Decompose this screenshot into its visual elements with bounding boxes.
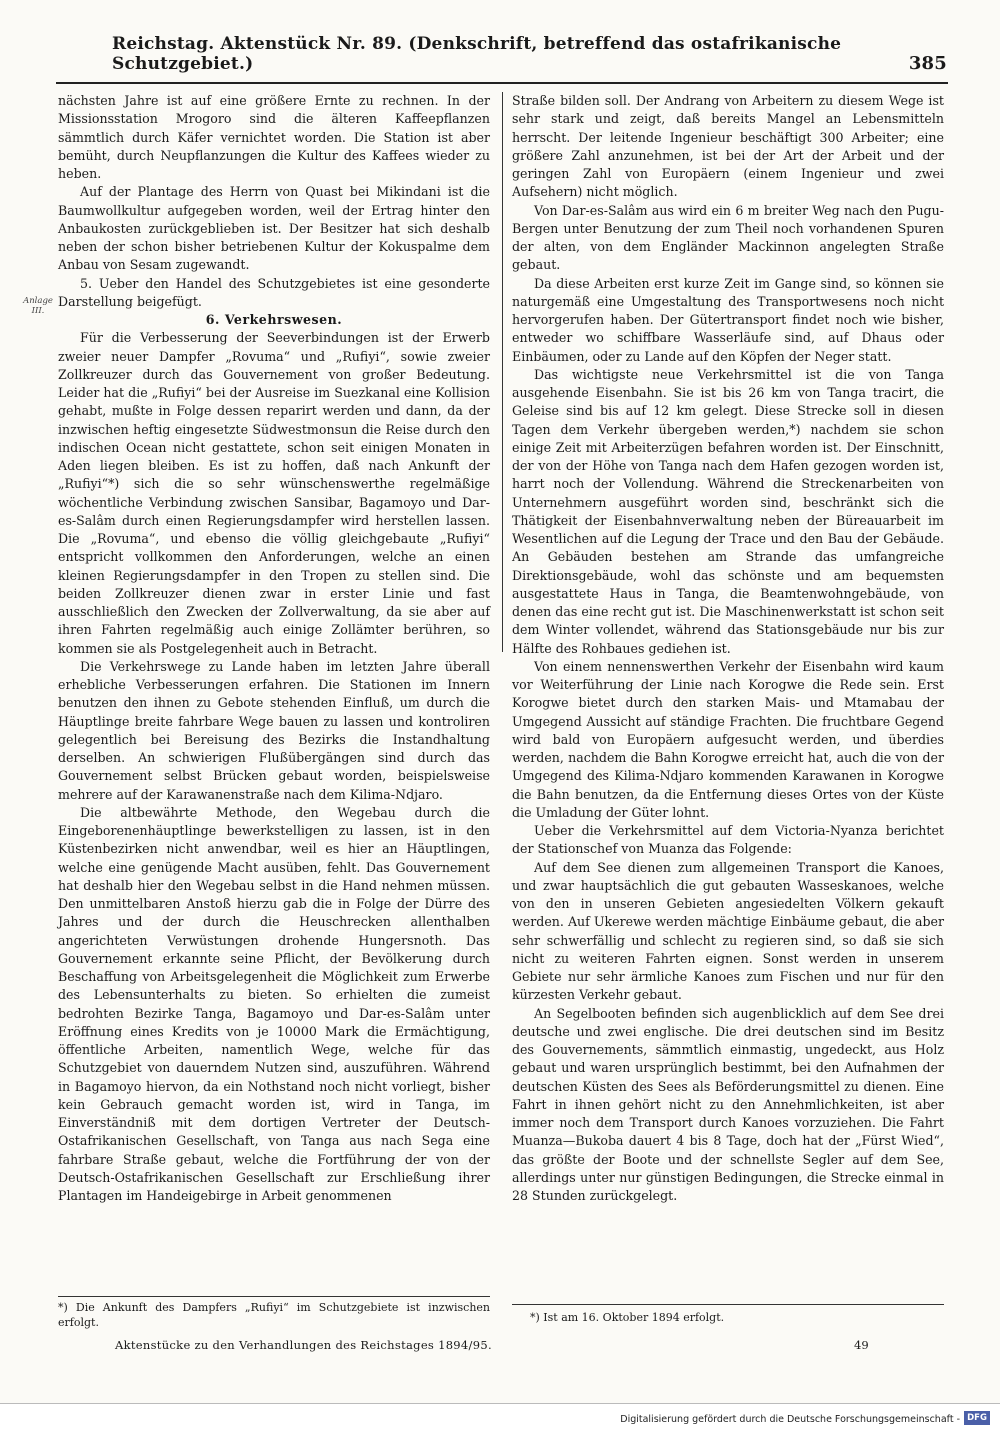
paragraph: Auf dem See dienen zum allgemeinen Transport die Kanoes, und zwar hauptsächlich die gut gebauten Wasseskanoes, welche von den in unseren Gebieten angesiedelten Völkern gekauft werden. Auf Ukerewe werden mächtige Einbäume gebaut, die aber sehr schwerfällig und schlecht zu regieren sind, so daß sie sich nicht zu weiteren Fahrten eignen. Sonst werden in unserem Gebiete nur sehr ärmliche Kanoes zum Fischen und nur für den kürzesten Verkehr gebaut. — [512, 859, 944, 1003]
paragraph: Von Dar-es-Salâm aus wird ein 6 m breiter Weg nach den Pugu-Bergen unter Benutzung der zum Theil noch vorhandenen Spuren der alten, von dem Engländer Mackinnon angelegten Straße gebaut. — [512, 202, 944, 273]
right-column — [512, 92, 944, 1205]
footnote-rule-left — [58, 1296, 490, 1297]
paragraph: Die altbewährte Methode, den Wegebau durch die Eingeborenenhäuptlinge bewerkstelligen zu lassen, ist in den Küstenbezirken nicht anwendbar, weil es hier an Häuptlingen, welche eine genügende Macht ausüben, fehlt. Das Gouvernement hat deshalb hier den Wegebau selbst in die Hand nehmen müssen. Den unmittelbaren Anstoß hierzu gab die in Folge der Dürre des Jahres und der durch die Heuschrecken allenthalben angerichteten Verwüstungen drohende Hungersnoth. Das Gouvernement erkannte seine Pflicht, der Bevölkerung durch Beschaffung von Arbeitsgelegenheit die Möglichkeit zum Erwerbe des Lebensunterhalts zu bieten. So erhielten die zumeist bedrohten Bezirke Tanga, Bagamoyo und Dar-es-Salâm unter Eröffnung eines Kredits von je 10000 Mark die Ermächtigung, öffentliche Arbeiten, namentlich Wege, welche für das Schutzgebiet von dauerndem Nutzen sind, auszuführen. Während in Bagamoyo hiervon, da ein Nothstand noch nicht vorliegt, bisher kein Gebrauch gemacht worden ist, wird in Tanga, im Einverständniß mit dem dortigen Vertreter der Deutsch-Ostafrikanischen Gesellschaft, von Tanga aus nach Sega eine fahrbare Straße gebaut, welche die Fortführung der von der Deutsch-Ostafrikanischen Gesellschaft zur Erschließung ihrer Plantagen im Handeigebirge in Arbeit genommenen — [58, 804, 490, 1203]
left-column — [58, 92, 490, 1205]
section-heading: 6. Verkehrswesen. — [205, 312, 343, 327]
dfg-credit: Digitalisierung gefördert durch die Deutsche Forschungsgemeinschaft - — [620, 1414, 960, 1425]
running-header — [112, 34, 947, 74]
header-rule — [56, 82, 948, 84]
dfg-logo: DFG — [964, 1411, 990, 1425]
paragraph: 5. Ueber den Handel des Schutzgebietes ist eine gesonderte Darstellung beigefügt. — [58, 275, 490, 309]
paragraph: Da diese Arbeiten erst kurze Zeit im Gange sind, so können sie naturgemäß eine Umgestaltung des Transportwesens noch nicht hervorgerufen haben. Der Gütertransport findet noch wie bisher, entweder wo schiffbare Wasserläufe sind, auf Dhaus oder Einbäumen, oder zu Lande auf den Köpfen der Neger statt. — [512, 275, 944, 364]
paragraph: Das wichtigste neue Verkehrsmittel ist die von Tanga ausgehende Eisenbahn. Sie ist bis 26 km von Tanga tracirt, die Geleise sind bis auf 12 km gelegt. Diese Strecke soll in diesen Tagen dem Verkehr übergeben werden,*) nachdem sie schon einige Zeit mit Arbeiterzügen befahren worden ist. Der Einschnitt, der von der Höhe von Tanga nach dem Hafen gezogen worden ist, harrt noch der Vollendung. Während die Streckenarbeiten von Unternehmern ausgeführt worden sind, beschränkt sich die Thätigkeit der Eisenbahnverwaltung neben der Büreauarbeit im Wesentlichen auf die Legung der Trace und den Bau der Gebäude. An Gebäuden bestehen am Strande das umfangreiche Direktionsgebäude, wohl das schönste und am bequemsten ausgestattete Haus in Tanga, die Beamtenwohngebäude, von denen das eine recht gut ist. Die Maschinenwerkstatt ist schon seit dem Winter vollendet, während das Stationsgebäude nur bis zur Hälfte des Rohbaues gediehen ist. — [512, 366, 944, 656]
paragraph: nächsten Jahre ist auf eine größere Ernte zu rechnen. In der Missionsstation Mrogoro sind die älteren Kaffeepflanzen sämmtlich durch Käfer vernichtet worden. Die Station ist aber bemüht, durch Neupflanzungen die Kultur des Kaffees wieder zu heben. — [58, 93, 490, 181]
footnote-left: *) Die Ankunft des Dampfers „Rufiyi“ im Schutzgebiete ist inzwischen erfolgt. — [58, 1301, 490, 1329]
paragraph: An Segelbooten befinden sich augenblicklich auf dem See drei deutsche und zwei englische. Die drei deutschen sind im Besitz des Gouvernements, sämmtlich einmastig, ungedeckt, aus Holz gebaut und waren ursprünglich bestimmt, bei den Aufnahmen der deutschen Küsten des Sees als Beförderungsmittel zu dienen. Eine Fahrt in ihnen gehört nicht zu den Annehmlichkeiten, ist aber immer noch dem Transport durch Kanoes vorzuziehen. Die Fahrt Muanza—Bukoba dauert 4 bis 8 Tage, doch hat der „Fürst Wied“, das größte der Boote und der schnellste Segler auf dem See, allerdings unter nur günstigen Bedingungen, die Strecke einmal in 28 Stunden zurückgelegt. — [512, 1005, 944, 1203]
footnote-right: *) Ist am 16. Oktober 1894 erfolgt. — [530, 1311, 725, 1324]
paragraph: Straße bilden soll. Der Andrang von Arbeitern zu diesem Wege ist sehr stark und zeigt, daß bereits Mangel an Lebensmitteln herrscht. Der leitende Ingenieur beschäftigt 300 Arbeiter; eine größere Zahl anzunehmen, ist bei der Art der Arbeit und der geringen Zahl von Europäern (einem Ingenieur und zwei Aufsehern) nicht möglich. — [512, 93, 944, 200]
page-number: 385 — [908, 53, 947, 74]
paragraph: Ueber die Verkehrsmittel auf dem Victoria-Nyanza berichtet der Stationschef von Muanza das Folgende: — [512, 823, 944, 857]
paragraph: Auf der Plantage des Herrn von Quast bei Mikindani ist die Baumwollkultur aufgegeben worden, weil der Ertrag hinter den Anbaukosten zurückgeblieben ist. Der Besitzer hat sich deshalb neben der schon bisher betriebenen Kultur der Kokuspalme dem Anbau von Sesam zugewandt. — [58, 184, 490, 273]
dfg-rule — [0, 1403, 1000, 1404]
column-divider — [502, 92, 503, 652]
paragraph: Für die Verbesserung der Seeverbindungen ist der Erwerb zweier neuer Dampfer „Rovuma“ und „Rufiyi“, sowie zweier Zollkreuzer durch das Gouvernement von großer Bedeutung. Leider hat die „Rufiyi“ bei der Ausreise im Suezkanal eine Kollision gehabt, mußte in Folge dessen reparirt werden und dann, da der inzwischen heftig eingesetzte Südwestmonsun die Reise durch den indischen Ocean nicht gestattete, schon seit einigen Monaten in Aden liegen bleiben. Es ist zu hoffen, daß nach Ankunft der „Rufiyi“*) sich die so sehr wünschenswerthe regelmäßige wöchentliche Verbindung zwischen Sansibar, Bagamoyo und Dar-es-Salâm durch einen Regierungsdampfer wird herstellen lassen. Die „Rovuma“, und ebenso die völlig gleichgebaute „Rufiyi“ entspricht vollkommen den Anforderungen, welche an einen kleinen Regierungsdampfer in den Tropen zu stellen sind. Die beiden Zollkreuzer dienen zwar in erster Linie und fast ausschließlich den Zwecken der Zollverwaltung, da sie aber auf ihren Fahrten regelmäßig auch einige Zollämter berühren, so kommen sie als Postgelegenheit auch in Betracht. — [58, 330, 490, 656]
source-line: Aktenstücke zu den Verhandlungen des Reichstages 1894/95. — [115, 1338, 492, 1352]
footnote-rule-right — [512, 1304, 944, 1305]
sheet-number: 49 — [854, 1338, 869, 1352]
paragraph: Von einem nennenswerthen Verkehr der Eisenbahn wird kaum vor Weiterführung der Linie nach Korogwe die Rede sein. Erst Korogwe bietet durch den starken Mais- und Mtamabau der Umgegend Aussicht auf ständige Frachten. Die fruchtbare Gegend wird bald von Europäern aufgesucht werden, und überdies werden, nachdem die Bahn Korogwe erreicht hat, auch die von der Umgegend des Kilima-Ndjaro kommenden Karawanen in Korogwe die Bahn benutzen, da die Entfernung dieses Ortes von der Küste die Umladung der Güter lohnt. — [512, 658, 944, 820]
paragraph: Die Verkehrswege zu Lande haben im letzten Jahre überall erhebliche Verbesserungen erfahren. Die Stationen im Innern benutzen den ihnen zu Gebote stehenden Einfluß, um durch die Häuptlinge breite fahrbare Wege bauen zu lassen und kontroliren gelegentlich bei Bereisung des Bezirks die Instandhaltung derselben. An schwierigen Flußübergängen sind durch das Gouvernement selbst Brücken gebaut worden, beispielsweise mehrere auf der Karawanenstraße nach dem Kilima-Ndjaro. — [58, 658, 490, 802]
header-title: Reichstag. Aktenstück Nr. 89. (Denkschrift, betreffend das ostafrikanische Schutzgebiet.) — [112, 34, 842, 74]
margin-note: Anlage III. — [23, 296, 53, 316]
